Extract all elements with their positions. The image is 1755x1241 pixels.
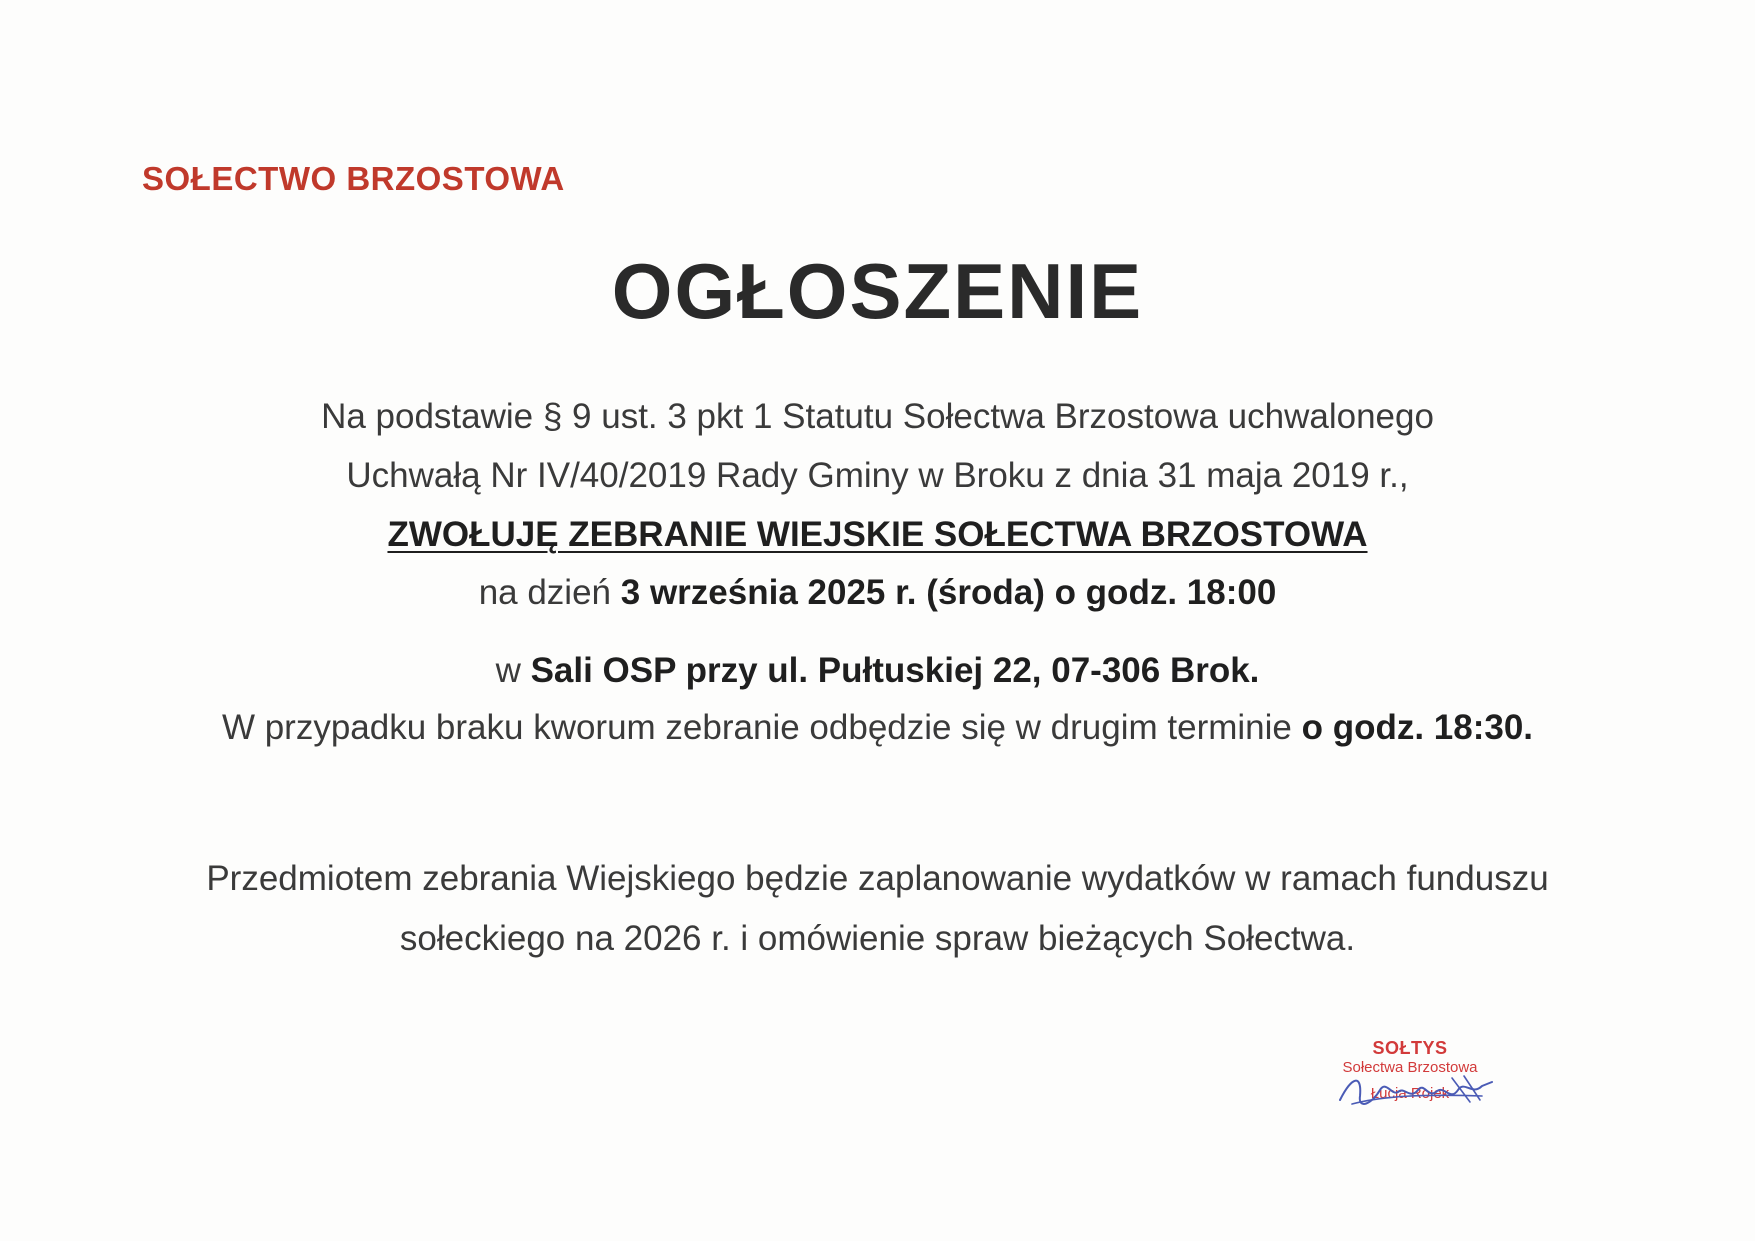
legal-basis-line-1: Na podstawie § 9 ust. 3 pkt 1 Statutu Sołectwa Brzostowa uchwalonego [321, 397, 1434, 436]
official-stamp [1310, 1038, 1510, 1138]
organization-header: SOŁECTWO BRZOSTOWA [142, 160, 565, 197]
subject-line-2: sołeckiego na 2026 r. i omówienie spraw bieżących Sołectwa. [399, 919, 1356, 958]
announcement-title: OGŁOSZENIE [611, 247, 1144, 335]
meeting-date: 3 września 2025 r. (środa) o godz. 18:00 [620, 573, 1277, 612]
meeting-date-line [0, 572, 1755, 614]
subject-line-1: Przedmiotem zebrania Wiejskiego będzie zaplanowanie wydatków w ramach funduszu [206, 859, 1549, 898]
stamp-organization: Sołectwa Brzostowa [1342, 1059, 1478, 1076]
stamp-name: Łucja Rojek [1370, 1085, 1450, 1102]
second-term-time: o godz. 18:30. [1301, 708, 1534, 747]
quorum-text: W przypadku braku kworum zebranie odbędzie się w drugim terminie [221, 708, 1302, 747]
handwritten-signature [1332, 1066, 1497, 1116]
convocation-line [0, 514, 1755, 556]
convocation-text: ZWOŁUJĘ ZEBRANIE WIEJSKIE SOŁECTWA BRZOSTOWA [387, 515, 1368, 554]
legal-basis-line-2: Uchwałą Nr IV/40/2019 Rady Gminy w Broku z dnia 31 maja 2019 r., [346, 456, 1409, 495]
meeting-place: Sali OSP przy ul. Pułtuskiej 22, 07-306 Brok. [530, 651, 1260, 690]
place-prefix: w [495, 651, 531, 690]
meeting-place-line [0, 650, 1755, 692]
date-prefix: na dzień [478, 573, 621, 612]
stamp-title: SOŁTYS [1372, 1038, 1448, 1058]
quorum-line [0, 707, 1755, 749]
